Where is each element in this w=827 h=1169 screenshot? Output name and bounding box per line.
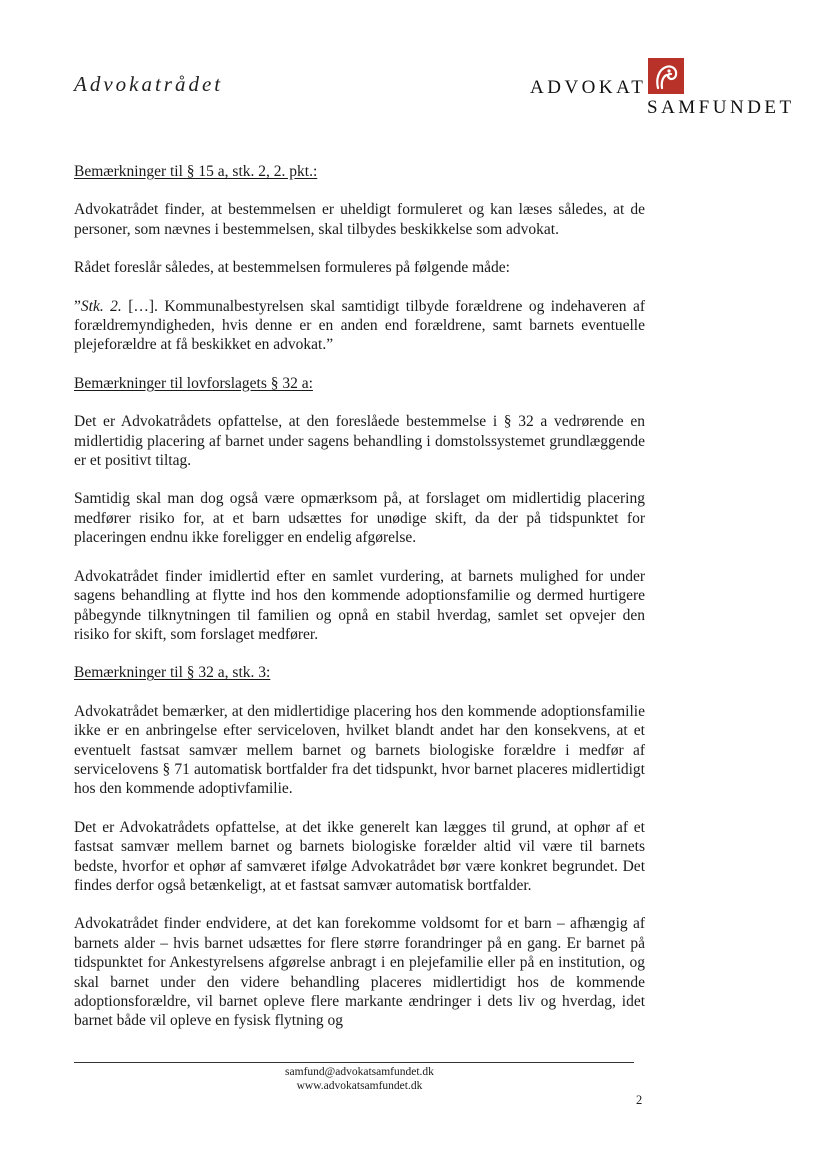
quote-open-mark: ” bbox=[74, 297, 81, 315]
paragraph: Samtidig skal man dog også være opmærksom på, at forslaget om midlertidig placering medfører risiko for, at et barn udsættes for unødige skift, da der på tidspunktet for placeringen endnu ikke foreligger en endelig afgørelse. bbox=[74, 490, 645, 547]
document-body bbox=[74, 162, 645, 1050]
quote-label: Stk. 2. bbox=[80, 297, 122, 315]
paragraph: Det er Advokatrådets opfattelse, at den foreslåede bestemmelse i § 32 a vedrørende en midlertidig placering af barnet under sagens behandling i domstolssystemet grundlæggende er et positivt tiltag. bbox=[74, 413, 645, 470]
quote-text: […]. Kommunalbestyrelsen skal samtidigt tilbyde forældrene og indehaveren af forældremyndigheden, hvis denne er en anden end forældrene, samt barnets eventuelle plejeforældre at få beskikket en advokat.” bbox=[74, 297, 645, 354]
section-heading: Bemærkninger til § 32 a, stk. 3: bbox=[74, 664, 271, 682]
footer-email-link[interactable]: samfund@advokatsamfundet.dk bbox=[285, 1066, 434, 1078]
advokatsamfundet-logo-icon bbox=[648, 58, 684, 94]
paragraph: Rådet foreslår således, at bestemmelsen formuleres på følgende måde: bbox=[74, 259, 510, 277]
brand-title: Advokatrådet bbox=[74, 72, 224, 96]
footer-divider bbox=[74, 1062, 634, 1063]
paragraph: Advokatrådet bemærker, at den midlertidige placering hos den kommende adoptionsfamilie ikke er en anbringelse efter serviceloven, hvilket blandt andet har den konsekvens, at et eventuelt fastsat samvær mellem barnet og barnets biologiske forældre i medfør af servicelovens § 71 automatisk bortfalder fra det tidspunkt, hvor barnet placeres midlertidigt hos den kommende adoptivfamilie. bbox=[74, 702, 645, 798]
paragraph: Det er Advokatrådets opfattelse, at det ikke generelt kan lægges til grund, at ophør af et fastsat samvær mellem barnet og barnets biologiske forælder altid vil være til barnets bedste, hvorfor et ophør af samværet ifølge Advokatrådet bør være konkret begrundet. Det findes derfor også betænkeligt, at et fastsat samvær automatisk bortfalder. bbox=[74, 818, 645, 894]
paragraph: Advokatrådet finder imidlertid efter en samlet vurdering, at barnets mulighed for under sagens behandling at flytte ind hos den kommende adoptionsfamilie og dermed hurtigere påbegynde tilknytningen til familien og opnå en stabil hverdag, samlet set opvejer den risiko for skift, som forslaget medfører. bbox=[74, 567, 645, 643]
proposed-wording-quote bbox=[74, 297, 645, 355]
paragraph: Advokatrådet finder endvidere, at det kan forekomme voldsomt for et barn – afhængig af barnets alder – hvis barnet udsættes for flere større forandringer på en gang. Er barnet på tidspunktet for Ankestyrelsens afgørelse anbragt i en plejefamilie eller på en institution, og skal barnet under den videre behandling placeres midlertidigt hos de kommende adoptionsforældre, vil barnet opleve flere markante ændringer i dets liv og hverdag, idet barnet både vil opleve en fysisk flytning og bbox=[74, 915, 645, 1030]
paragraph: Advokatrådet finder, at bestemmelsen er uheldigt formuleret og kan læses således, at de personer, som nævnes i bestemmelsen, skal tilbydes beskikkelse som advokat. bbox=[74, 201, 645, 238]
logo-text-samfundet: SAMFUNDET bbox=[647, 97, 795, 118]
section-heading: Bemærkninger til § 15 a, stk. 2, 2. pkt.: bbox=[74, 163, 318, 180]
logo-text-advokat: ADVOKAT bbox=[530, 77, 647, 98]
footer bbox=[74, 1065, 645, 1093]
section-heading: Bemærkninger til lovforslagets § 32 a: bbox=[74, 374, 313, 392]
footer-website-link[interactable]: www.advokatsamfundet.dk bbox=[296, 1080, 423, 1092]
page-number: 2 bbox=[636, 1093, 643, 1107]
